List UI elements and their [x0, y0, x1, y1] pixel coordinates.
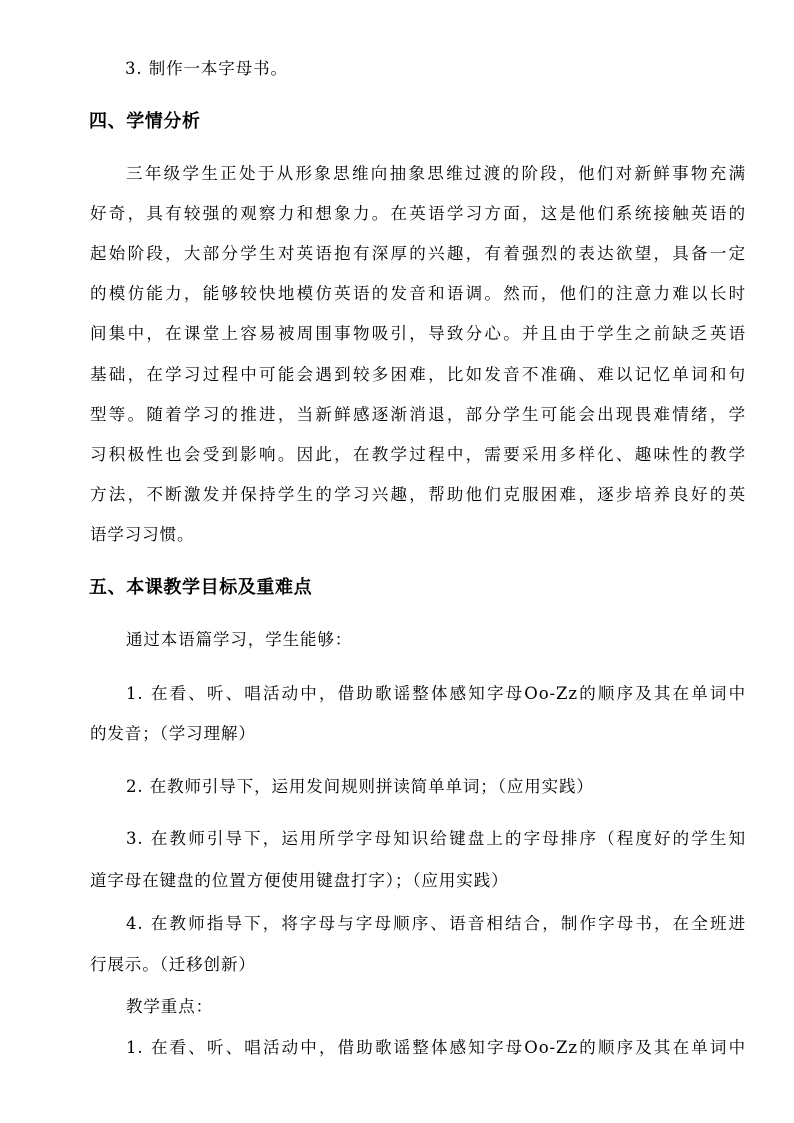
paragraph-line: 三年级学生正处于从形象思维向抽象思维过渡的阶段，他们对新鲜事物充满: [126, 164, 746, 183]
goal-1-line-2: 的发音；（学习理解）: [90, 724, 256, 743]
goals-intro: 通过本语篇学习，学生能够：: [126, 630, 353, 649]
paragraph-line: 语学习习惯。: [90, 525, 195, 544]
key-points-label: 教学重点：: [126, 997, 213, 1016]
key-point-1-line-1: 1. 在看、听、唱活动中，借助歌谣整体感知字母Oo-Zz的顺序及其在单词中: [126, 1038, 746, 1057]
goal-3-line-1: 3. 在教师引导下，运用所学字母知识给键盘上的字母排序（程度好的学生知: [126, 829, 746, 848]
goal-3-line-2: 道字母在键盘的位置方便使用键盘打字）；（应用实践）: [90, 871, 509, 890]
list-item-3: 3. 制作一本字母书。: [125, 59, 288, 78]
paragraph-line: 的模仿能力，能够较快地模仿英语的发音和语调。然而，他们的注意力难以长时: [90, 284, 746, 303]
section-heading-teaching-goals: 五、本课教学目标及重难点: [89, 577, 313, 598]
section-heading-learner-analysis: 四、学情分析: [89, 111, 201, 132]
paragraph-line: 习积极性也会受到影响。因此，在教学过程中，需要采用多样化、趣味性的教学: [90, 445, 746, 464]
paragraph-line: 起始阶段，大部分学生对英语抱有深厚的兴趣，有着强烈的表达欲望，具备一定: [90, 244, 746, 263]
paragraph-line: 基础，在学习过程中可能会遇到较多困难，比如发音不准确、难以记忆单词和句: [90, 365, 746, 384]
goal-1-line-1: 1. 在看、听、唱活动中，借助歌谣整体感知字母Oo-Zz的顺序及其在单词中: [126, 684, 746, 703]
paragraph-line: 型等。随着学习的推进，当新鲜感逐渐消退，部分学生可能会出现畏难情绪，学: [90, 405, 746, 424]
paragraph-line: 好奇，具有较强的观察力和想象力。在英语学习方面，这是他们系统接触英语的: [90, 204, 746, 223]
goal-4-line-1: 4. 在教师指导下，将字母与字母顺序、语音相结合，制作字母书，在全班进: [126, 914, 746, 933]
goal-4-line-2: 行展示。（迁移创新）: [90, 955, 256, 974]
paragraph-line: 间集中，在课堂上容易被周围事物吸引，导致分心。并且由于学生之前缺乏英语: [90, 324, 746, 343]
paragraph-line: 方法，不断激发并保持学生的学习兴趣，帮助他们克服困难，逐步培养良好的英: [90, 485, 746, 504]
goal-2: 2. 在教师引导下，运用发间规则拼读简单单词；（应用实践）: [126, 777, 594, 796]
